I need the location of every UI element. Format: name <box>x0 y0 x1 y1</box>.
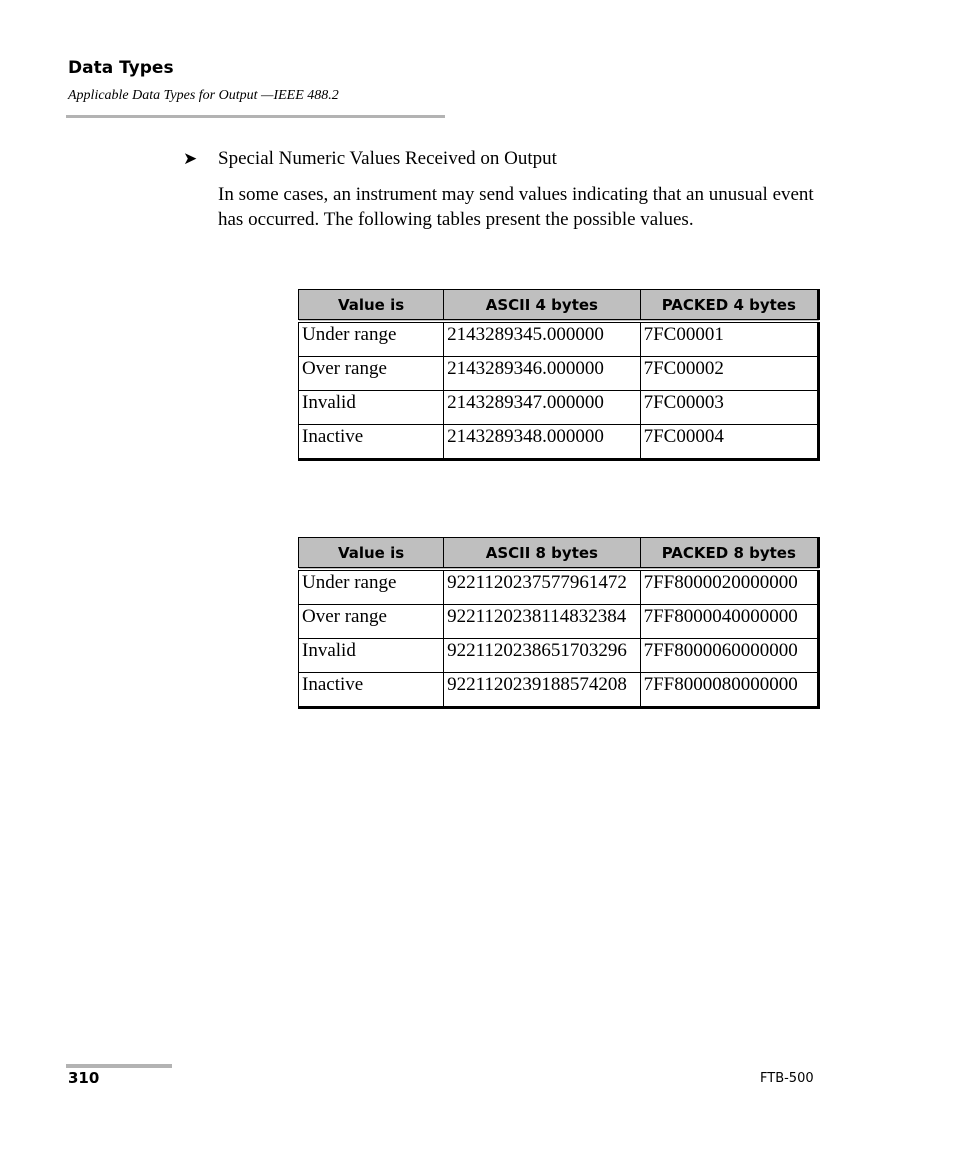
table-row <box>299 569 819 605</box>
table-cell: 7FF8000080000000 <box>640 673 818 708</box>
footer-divider <box>66 1064 172 1068</box>
table-row <box>299 425 819 460</box>
column-header: PACKED 8 bytes <box>640 538 818 570</box>
table-row <box>299 605 819 639</box>
table-header-row <box>299 290 819 322</box>
table-cell: 7FF8000020000000 <box>640 569 818 605</box>
table-cell: Inactive <box>299 425 444 460</box>
table-row <box>299 357 819 391</box>
product-name: FTB-500 <box>760 1071 814 1086</box>
values-table-8-bytes <box>298 537 820 709</box>
table-cell: Over range <box>299 605 444 639</box>
bullet-heading: Special Numeric Values Received on Output <box>218 148 557 169</box>
table-cell: 2143289347.000000 <box>444 391 641 425</box>
arrowhead-bullet-icon: ➤ <box>183 149 198 169</box>
table-cell: 7FF8000060000000 <box>640 639 818 673</box>
table-cell: Inactive <box>299 673 444 708</box>
table-row <box>299 673 819 708</box>
table-cell: 9221120238651703296 <box>444 639 641 673</box>
table-cell: 9221120237577961472 <box>444 569 641 605</box>
column-header: Value is <box>299 290 444 322</box>
table-cell: 2143289345.000000 <box>444 321 641 357</box>
table-cell: Over range <box>299 357 444 391</box>
table-cell: 9221120238114832384 <box>444 605 641 639</box>
body-paragraph: In some cases, an instrument may send values indicating that an unusual event has occurred. The following tables present the possible values. <box>218 184 814 230</box>
column-header: ASCII 4 bytes <box>444 290 641 322</box>
table-row <box>299 391 819 425</box>
values-table-4-bytes <box>298 289 820 461</box>
table-cell: Invalid <box>299 639 444 673</box>
table-cell: 2143289346.000000 <box>444 357 641 391</box>
column-header: ASCII 8 bytes <box>444 538 641 570</box>
table-cell: 7FC00003 <box>640 391 818 425</box>
table-cell: Under range <box>299 569 444 605</box>
page-number: 310 <box>68 1069 100 1087</box>
header-divider <box>66 115 445 118</box>
table-cell: 9221120239188574208 <box>444 673 641 708</box>
table-cell: Invalid <box>299 391 444 425</box>
table-row <box>299 639 819 673</box>
column-header: Value is <box>299 538 444 570</box>
section-title: Data Types <box>68 58 174 78</box>
table-cell: 7FC00001 <box>640 321 818 357</box>
table-row <box>299 321 819 357</box>
table-cell: 7FF8000040000000 <box>640 605 818 639</box>
section-subtitle: Applicable Data Types for Output —IEEE 488.2 <box>68 88 339 103</box>
table-cell: 7FC00002 <box>640 357 818 391</box>
table-header-row <box>299 538 819 570</box>
table-cell: 7FC00004 <box>640 425 818 460</box>
table-cell: Under range <box>299 321 444 357</box>
column-header: PACKED 4 bytes <box>640 290 818 322</box>
table-cell: 2143289348.000000 <box>444 425 641 460</box>
